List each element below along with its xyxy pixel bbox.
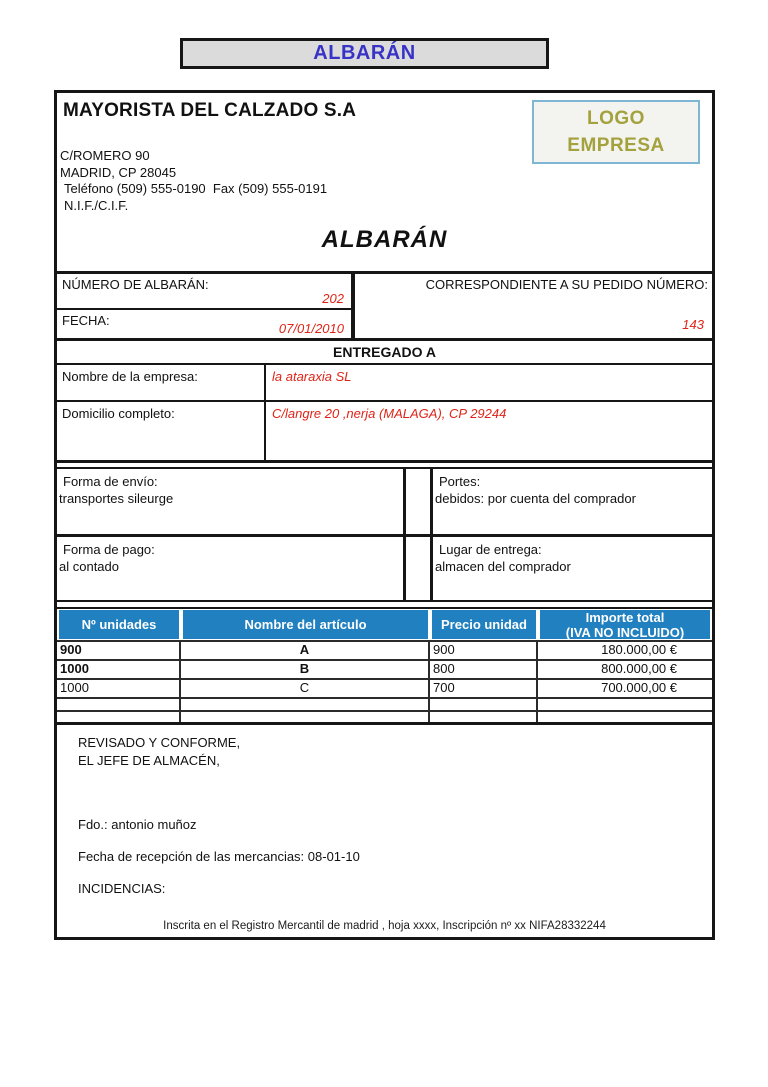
- cell-units: [57, 712, 181, 722]
- cell-unit-price: 700: [430, 680, 538, 697]
- cell-article: [181, 699, 430, 710]
- order-number-cell: [355, 274, 712, 338]
- date-cell: [57, 310, 351, 338]
- shipping-method-section: [57, 467, 712, 537]
- payment-method-cell: [57, 537, 406, 600]
- company-phone-fax: Teléfono (509) 555-0190 Fax (509) 555-0191: [64, 181, 328, 196]
- signature-block: [57, 734, 712, 898]
- cell-article: B: [181, 661, 430, 678]
- number-date-section: [57, 271, 712, 341]
- company-logo-placeholder: [532, 100, 700, 164]
- date-label: FECHA:: [62, 313, 110, 328]
- order-number-value: 143: [682, 317, 704, 332]
- company-address-line2: MADRID, CP 28045: [60, 164, 177, 180]
- cell-unit-price: [430, 699, 538, 710]
- freight-label: Portes:: [439, 474, 481, 489]
- header-units-slot: [57, 609, 181, 640]
- cell-units: [57, 699, 181, 710]
- delivery-place-cell: [430, 537, 712, 600]
- reception-date: Fecha de recepción de las mercancias: 08-01-10: [78, 849, 360, 864]
- cell-total: [538, 699, 712, 710]
- delivery-place-value: almacen del comprador: [435, 559, 571, 574]
- number-date-left-column: [57, 274, 355, 338]
- company-name: MAYORISTA DEL CALZADO S.A: [63, 100, 357, 121]
- customer-address-row: [57, 402, 712, 463]
- albaran-number-cell: [57, 274, 351, 310]
- shipping-method-cell: [57, 469, 406, 534]
- reviewed-line1: REVISADO Y CONFORME,: [78, 735, 241, 750]
- header-units: Nº unidades: [59, 610, 179, 639]
- top-title-box: [180, 38, 549, 69]
- order-number-label: CORRESPONDIENTE A SU PEDIDO NÚMERO:: [425, 277, 708, 292]
- cell-total: [538, 712, 712, 722]
- cell-units: 1000: [57, 661, 181, 678]
- cell-total: 800.000,00 €: [601, 661, 677, 676]
- cell-total: 180.000,00 €: [601, 642, 677, 657]
- items-table: [57, 607, 712, 725]
- shipping-method-label: Forma de envío:: [63, 474, 158, 489]
- header-total-line2: (IVA NO INCLUIDO): [565, 624, 685, 640]
- shipping-method-value: transportes sileurge: [59, 491, 174, 506]
- cell-unit-price: 900: [430, 642, 538, 659]
- customer-address-label: Domicilio completo:: [57, 402, 266, 460]
- delivered-to-header: ENTREGADO A: [57, 341, 712, 365]
- header-total-line1: Importe total: [585, 609, 665, 625]
- table-row-empty: [57, 712, 712, 725]
- document-title: ALBARÁN: [321, 226, 448, 253]
- table-row: [57, 642, 712, 661]
- cell-unit-price: 800: [430, 661, 538, 678]
- logo-text-line1: LOGO: [587, 108, 645, 129]
- document-body: [57, 271, 712, 898]
- header-unit-price: Precio unidad: [432, 610, 536, 639]
- company-tax-id-label: N.I.F./C.I.F.: [64, 197, 129, 213]
- reviewed-line2: EL JEFE DE ALMACÉN,: [78, 753, 220, 768]
- incidents-label: INCIDENCIAS:: [78, 881, 166, 896]
- table-row-empty: [57, 699, 712, 712]
- logo-text-line2: EMPRESA: [567, 135, 665, 156]
- payment-section: [57, 537, 712, 602]
- customer-address-value: C/langre 20 ,nerja (MALAGA), CP 29244: [272, 406, 507, 421]
- cell-units: 1000: [57, 680, 181, 697]
- table-row: [57, 661, 712, 680]
- cell-article: [181, 712, 430, 722]
- company-address-block: [60, 148, 327, 214]
- cell-unit-price: [430, 712, 538, 722]
- freight-cell: [430, 469, 712, 534]
- header-total-slot: [538, 609, 712, 640]
- delivery-place-label: Lugar de entrega:: [439, 542, 542, 557]
- header-article-slot: [181, 609, 430, 640]
- items-table-header-row: [57, 607, 712, 642]
- payment-method-value: al contado: [59, 559, 119, 574]
- customer-name-row: [57, 365, 712, 402]
- header-total: [540, 610, 710, 639]
- date-value: 07/01/2010: [278, 321, 344, 336]
- albaran-number-label: NÚMERO DE ALBARÁN:: [62, 277, 209, 292]
- albaran-number-value: 202: [322, 291, 344, 306]
- top-title-text: ALBARÁN: [313, 42, 416, 64]
- cell-units: 900: [57, 642, 181, 659]
- signed-by: Fdo.: antonio muñoz: [78, 817, 197, 832]
- header-unit-price-slot: [430, 609, 538, 640]
- cell-article: C: [181, 680, 430, 697]
- customer-name-label: Nombre de la empresa:: [57, 365, 266, 400]
- registry-footer: Inscrita en el Registro Mercantil de madrid , hoja xxxx, Inscripción nº xx NIFA28332244: [163, 920, 606, 932]
- cell-total: 700.000,00 €: [601, 680, 677, 695]
- customer-name-value: la ataraxia SL: [272, 369, 352, 384]
- table-row: [57, 680, 712, 699]
- column-gap: [406, 537, 430, 600]
- cell-article: A: [181, 642, 430, 659]
- payment-method-label: Forma de pago:: [63, 542, 155, 557]
- company-address-line1: C/ROMERO 90: [60, 148, 150, 163]
- document-frame: [54, 90, 715, 940]
- header-article: Nombre del artículo: [183, 610, 428, 639]
- freight-value: debidos: por cuenta del comprador: [435, 491, 636, 506]
- column-gap: [406, 469, 430, 534]
